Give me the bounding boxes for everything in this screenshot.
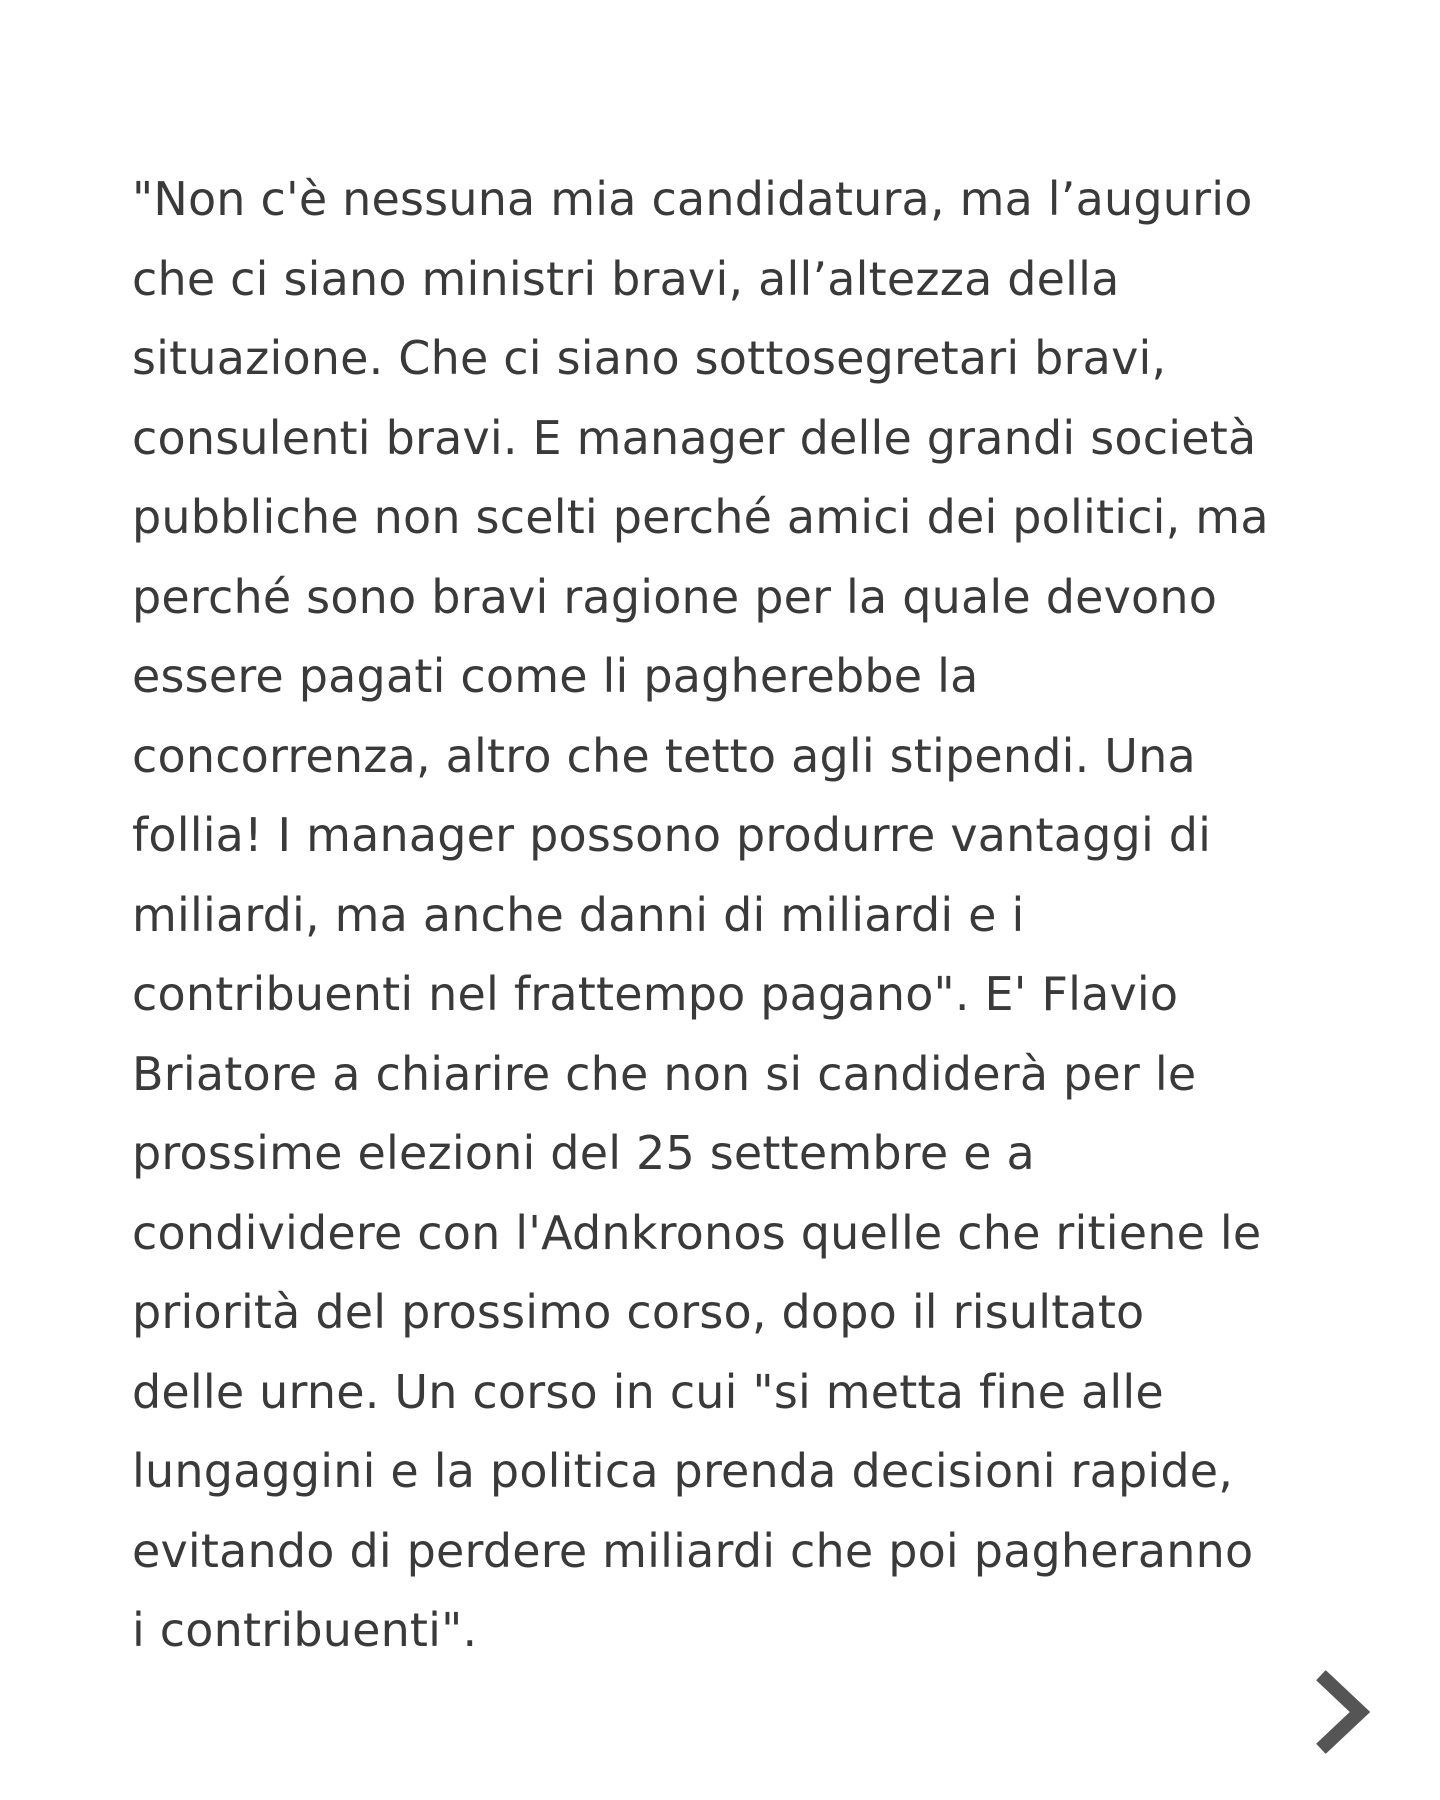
article-line: condividere con l'Adnkronos quelle che ritiene le	[132, 1205, 1262, 1260]
article-line: miliardi, ma anche danni di miliardi e i	[132, 887, 1025, 942]
article-line: che ci siano ministri bravi, all’altezza della	[132, 251, 1120, 306]
article-line: lungaggini e la politica prenda decisioni rapide,	[132, 1444, 1234, 1498]
article-line: essere pagati come li pagherebbe la	[132, 649, 979, 703]
article-line: delle urne. Un corso in cui "si metta fine alle	[132, 1364, 1164, 1419]
article-line: i contribuenti".	[132, 1603, 478, 1657]
article-line: follia! I manager possono produrre vantaggi di	[132, 808, 1212, 862]
article-line: consulenti bravi. E manager delle grandi società	[132, 410, 1257, 465]
article-line: contribuenti nel frattempo pagano". E' Flavio	[132, 967, 1179, 1021]
next-page-button[interactable]	[1316, 1670, 1372, 1754]
article-line: "Non c'è nessuna mia candidatura, ma l’augurio	[132, 172, 1253, 226]
article-line: priorità del prossimo corso, dopo il risultato	[132, 1285, 1145, 1339]
article-line: prossime elezioni del 25 settembre e a	[132, 1126, 1035, 1180]
article-line: perché sono bravi ragione per la quale devono	[132, 569, 1218, 624]
article-line: concorrenza, altro che tetto agli stipendi. Una	[132, 728, 1196, 783]
article-body	[132, 160, 1332, 1671]
article-line: situazione. Che ci siano sottosegretari bravi,	[132, 331, 1167, 385]
article-line: pubbliche non scelti perché amici dei politici, ma	[132, 490, 1269, 544]
article-line: Briatore a chiarire che non si candiderà per le	[132, 1046, 1197, 1101]
article-line: evitando di perdere miliardi che poi pagheranno	[132, 1523, 1254, 1578]
chevron-right-icon	[1316, 1670, 1372, 1754]
